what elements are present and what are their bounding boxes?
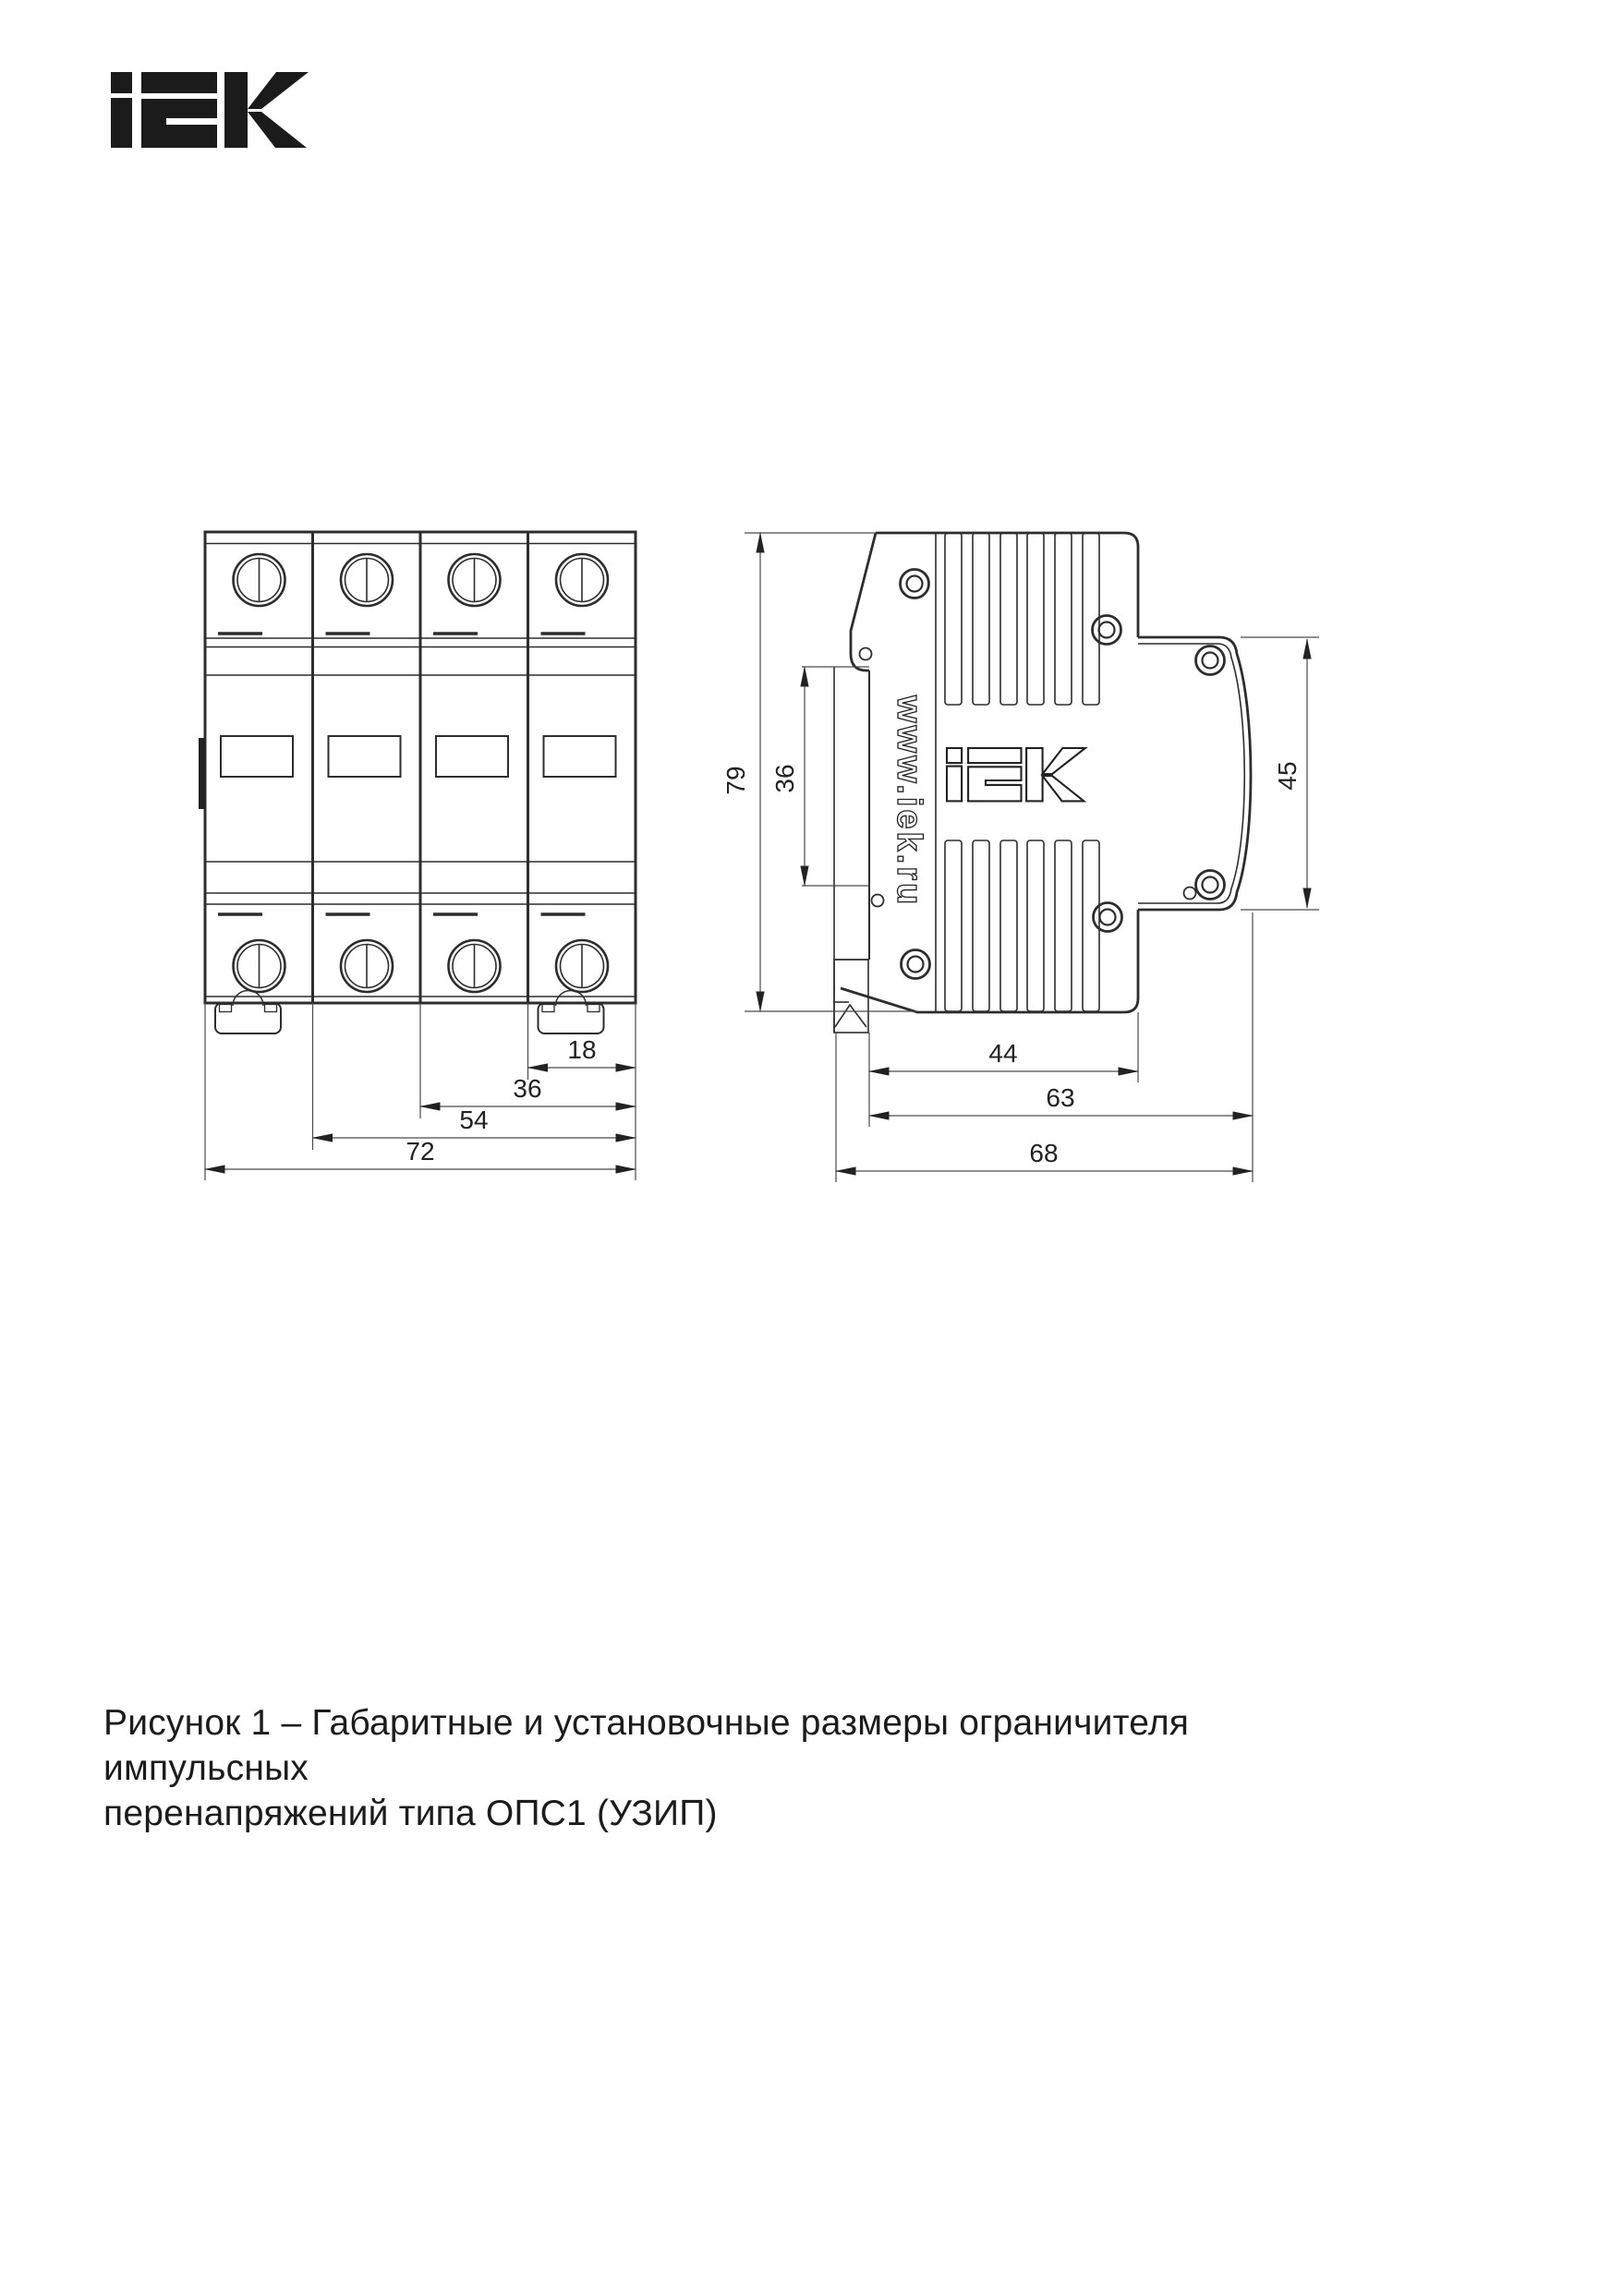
dim-label-72: 72 bbox=[406, 1137, 435, 1166]
side-dimension-labels bbox=[721, 761, 1302, 1167]
front-dimension-labels bbox=[406, 1035, 596, 1166]
din-rail-latch bbox=[834, 667, 869, 1033]
vent-slots-top bbox=[945, 533, 1099, 705]
side-tab bbox=[199, 738, 205, 809]
dim-label-79: 79 bbox=[721, 766, 750, 795]
printed-url: www.iek.ru bbox=[890, 695, 928, 908]
embossed-iek-logo bbox=[947, 748, 1085, 801]
dim-label-63: 63 bbox=[1046, 1083, 1075, 1112]
dim-label-36: 36 bbox=[513, 1074, 542, 1103]
dim-label-44: 44 bbox=[988, 1039, 1018, 1068]
iek-logo bbox=[111, 72, 309, 148]
caption-line-1: Рисунок 1 – Габаритные и установочные размеры ограничителя импульсных bbox=[103, 1703, 1190, 1788]
side-view bbox=[834, 533, 1251, 1033]
front-view bbox=[199, 532, 636, 1033]
dim-label-36-side: 36 bbox=[770, 764, 799, 793]
pin-hole bbox=[860, 648, 872, 660]
side-front-bevel bbox=[851, 533, 876, 671]
vent-slots-bottom bbox=[945, 840, 1099, 1011]
dim-label-68: 68 bbox=[1029, 1139, 1059, 1167]
side-dimensions bbox=[745, 533, 1319, 1182]
pin-hole bbox=[872, 895, 884, 907]
dim-label-18: 18 bbox=[567, 1035, 597, 1064]
caption-line-2: перенапряжений типа ОПС1 (УЗИП) bbox=[103, 1794, 718, 1833]
label-windows bbox=[221, 736, 616, 777]
pin-hole bbox=[1184, 888, 1196, 900]
dim-label-45: 45 bbox=[1273, 761, 1302, 791]
dim-label-54: 54 bbox=[459, 1106, 489, 1134]
figure-caption bbox=[103, 1700, 1341, 1836]
terminal-protrusion bbox=[1138, 637, 1251, 910]
